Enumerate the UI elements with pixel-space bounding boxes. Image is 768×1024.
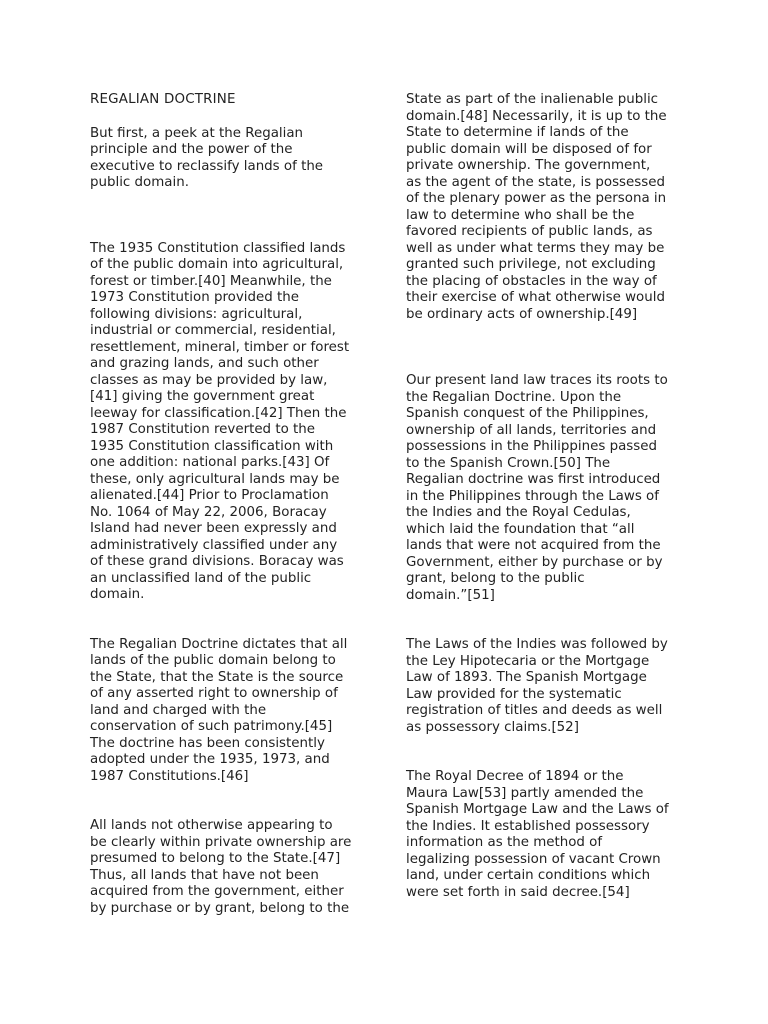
left-column (90, 92, 362, 917)
document-heading: REGALIAN DOCTRINE (90, 92, 236, 107)
paragraph-royal-decree: The Royal Decree of 1894 or the Maura Law[53] partly amended the Spanish Mortgage Law and the Laws of the Indies. It established possessory information as the method of legalizing possession of vacant Crown land, under certain conditions which were set forth in said decree.[54] (406, 769, 669, 900)
paragraph-land-law-roots: Our present land law traces its roots to the Regalian Doctrine. Upon the Spanish conquest of the Philippines, ownership of all lands, territories and possessions in the Philippines passed to the Spanish Crown.[50] The Regalian doctrine was first introduced in the Philippines through the Laws of the Indies and the Royal Cedulas, which laid the foundation that “all lands that were not acquired from the Government, either by purchase or by grant, belong to the public domain.”[51] (406, 373, 668, 603)
paragraph-regalian-dictates: The Regalian Doctrine dictates that all lands of the public domain belong to the State, that the State is the source of any asserted right to ownership of land and charged with the conservation of such patrimony.[45] The doctrine has been consistently adopted under the 1935, 1973, and 1987 Constitutions.[46] (90, 636, 348, 784)
paragraph-constitution-classification: The 1935 Constitution classified lands of the public domain into agricultural, forest or timber.[40] Meanwhile, the 1973 Constitution provided the following divisions: agricultural, industrial or commercial, residential, resettlement, mineral, timber or forest and grazing lands, and such other classes as may be provided by law, [41] giving the government great leeway for classification.[42] Then the 1987 Constitution reverted to the 1935 Constitution classification with one addition: national parks.[43] Of these, only agricultural lands may be alienated.[44] Prior to Proclamation No. 1064 of May 22, 2006, Boracay Island had never been expressly and administratively classified under any of these grand divisions. Boracay was an unclassified land of the public domain. (90, 240, 350, 602)
paragraph-lands-presumed-state: All lands not otherwise appearing to be clearly within private ownership are presumed to belong to the State.[47] Thus, all lands that have not been acquired from the government, either by purchase or by grant, belong to the (90, 818, 352, 916)
paragraph-intro: But first, a peek at the Regalian principle and the power of the executive to reclassify lands of the public domain. (90, 125, 324, 190)
paragraph-laws-of-indies: The Laws of the Indies was followed by the Ley Hipotecaria or the Mortgage Law of 1893. The Spanish Mortgage Law provided for the systematic registration of titles and deeds as well as possessory claims.[52] (406, 637, 668, 735)
paragraph-inalienable-domain: State as part of the inalienable public domain.[48] Necessarily, it is up to the State to determine if lands of the public domain will be disposed of for private ownership. The government, as the agent of the state, is possessed of the plenary power as the persona in law to determine who shall be the favored recipients of public lands, as well as under what terms they may be granted such privilege, not excluding the placing of obstacles in the way of their exercise of what otherwise would be ordinary acts of ownership.[49] (406, 92, 667, 322)
right-column (406, 92, 680, 901)
